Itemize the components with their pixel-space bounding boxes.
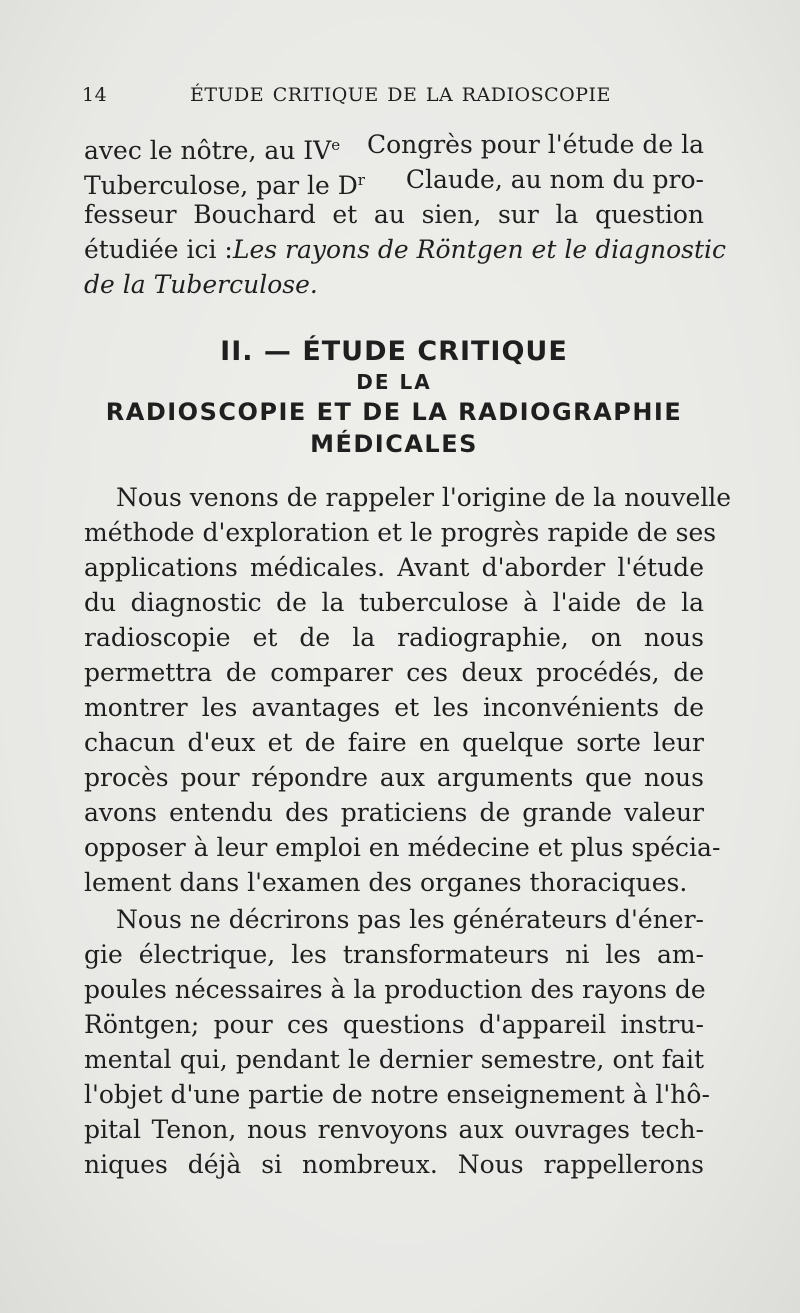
para2-line-6 <box>84 1078 710 1112</box>
para2-line-6-text: l'objet d'une partie de notre enseignement à l'hô- <box>84 1080 710 1109</box>
para1-line-3-text: applications médicales. Avant d'aborder l'étude <box>84 553 704 582</box>
para1-line-1 <box>116 481 732 515</box>
intro-line-1-a: avec le nôtre, au IV <box>84 136 332 165</box>
para2-line-7 <box>84 1113 704 1147</box>
para2-line-2-text: gie électrique, les transformateurs ni les am- <box>84 940 704 969</box>
para1-line-5-text: radioscopie et de la radiographie, on nous <box>84 623 704 652</box>
intro-line-4-title: Les rayons de Röntgen et le diagnostic <box>232 235 726 264</box>
para1-line-11-text: opposer à leur emploi en médecine et plus spécia- <box>84 833 721 862</box>
para1-line-4 <box>84 586 704 620</box>
para2-line-7-text: pital Tenon, nous renvoyons aux ouvrages tech- <box>84 1115 704 1144</box>
running-title: ÉTUDE CRITIQUE DE LA RADIOSCOPIE <box>190 84 611 106</box>
para2-line-8-text: niques déjà si nombreux. Nous rappellerons <box>84 1150 704 1179</box>
para1-line-1-text: Nous venons de rappeler l'origine de la nouvelle <box>116 483 732 512</box>
running-head <box>82 84 702 110</box>
para2-line-1 <box>116 903 704 937</box>
para1-line-4-text: du diagnostic de la tuberculose à l'aide de la <box>84 588 704 617</box>
para1-line-9 <box>84 761 704 795</box>
intro-line-3 <box>84 198 704 232</box>
intro-line-2-b: Claude, au nom du pro- <box>405 165 704 194</box>
intro-line-5 <box>84 268 704 302</box>
intro-line-5-text: de la Tuberculose. <box>84 270 318 299</box>
superscript-e: e <box>331 136 341 154</box>
para2-line-8 <box>84 1148 704 1182</box>
page-number: 14 <box>82 84 108 106</box>
section-heading-line-1: II. — ÉTUDE CRITIQUE <box>220 336 568 367</box>
para1-line-8-text: chacun d'eux et de faire en quelque sorte leur <box>84 728 704 757</box>
section-heading-line-2: DE LA <box>356 370 432 394</box>
para1-line-2 <box>84 516 717 550</box>
para2-line-4 <box>84 1008 704 1042</box>
para1-line-7 <box>84 691 704 725</box>
para1-line-9-text: procès pour répondre aux arguments que nous <box>84 763 704 792</box>
section-heading-line-4: MÉDICALES <box>310 430 478 458</box>
para2-line-2 <box>84 938 704 972</box>
para1-line-2-text: méthode d'exploration et le progrès rapide de ses <box>84 518 717 547</box>
intro-line-2-a: Tuberculose, par le D <box>84 171 358 200</box>
intro-line-4-a: étudiée ici : <box>84 235 233 264</box>
para1-line-11 <box>84 831 721 865</box>
superscript-r: r <box>357 171 365 189</box>
intro-line-2 <box>84 163 704 200</box>
para1-line-12-text: lement dans l'examen des organes thoraciques. <box>84 868 688 897</box>
para2-line-3 <box>84 973 704 1007</box>
para1-line-6 <box>84 656 704 690</box>
intro-line-1 <box>84 128 704 165</box>
para1-line-6-text: permettra de comparer ces deux procédés, de <box>84 658 704 687</box>
intro-line-3-text: fesseur Bouchard et au sien, sur la question <box>84 200 704 229</box>
para1-line-3 <box>84 551 704 585</box>
para1-line-10-text: avons entendu des praticiens de grande valeur <box>84 798 704 827</box>
para2-line-1-text: Nous ne décrirons pas les générateurs d'éner- <box>116 905 704 934</box>
para1-line-7-text: montrer les avantages et les inconvénients de <box>84 693 704 722</box>
para1-line-8 <box>84 726 704 760</box>
para1-line-10 <box>84 796 704 830</box>
section-heading-line-3: RADIOSCOPIE ET DE LA RADIOGRAPHIE <box>105 398 683 426</box>
intro-line-1-b: Congrès pour l'étude de la <box>366 130 704 159</box>
para2-line-3-text: poules nécessaires à la production des rayons de <box>84 975 706 1004</box>
para2-line-5 <box>84 1043 704 1077</box>
para1-line-12 <box>84 866 704 900</box>
para1-line-5 <box>84 621 704 655</box>
para2-line-4-text: Röntgen; pour ces questions d'appareil instru- <box>84 1010 704 1039</box>
intro-line-4 <box>84 233 726 267</box>
para2-line-5-text: mental qui, pendant le dernier semestre, ont fait <box>84 1045 704 1074</box>
